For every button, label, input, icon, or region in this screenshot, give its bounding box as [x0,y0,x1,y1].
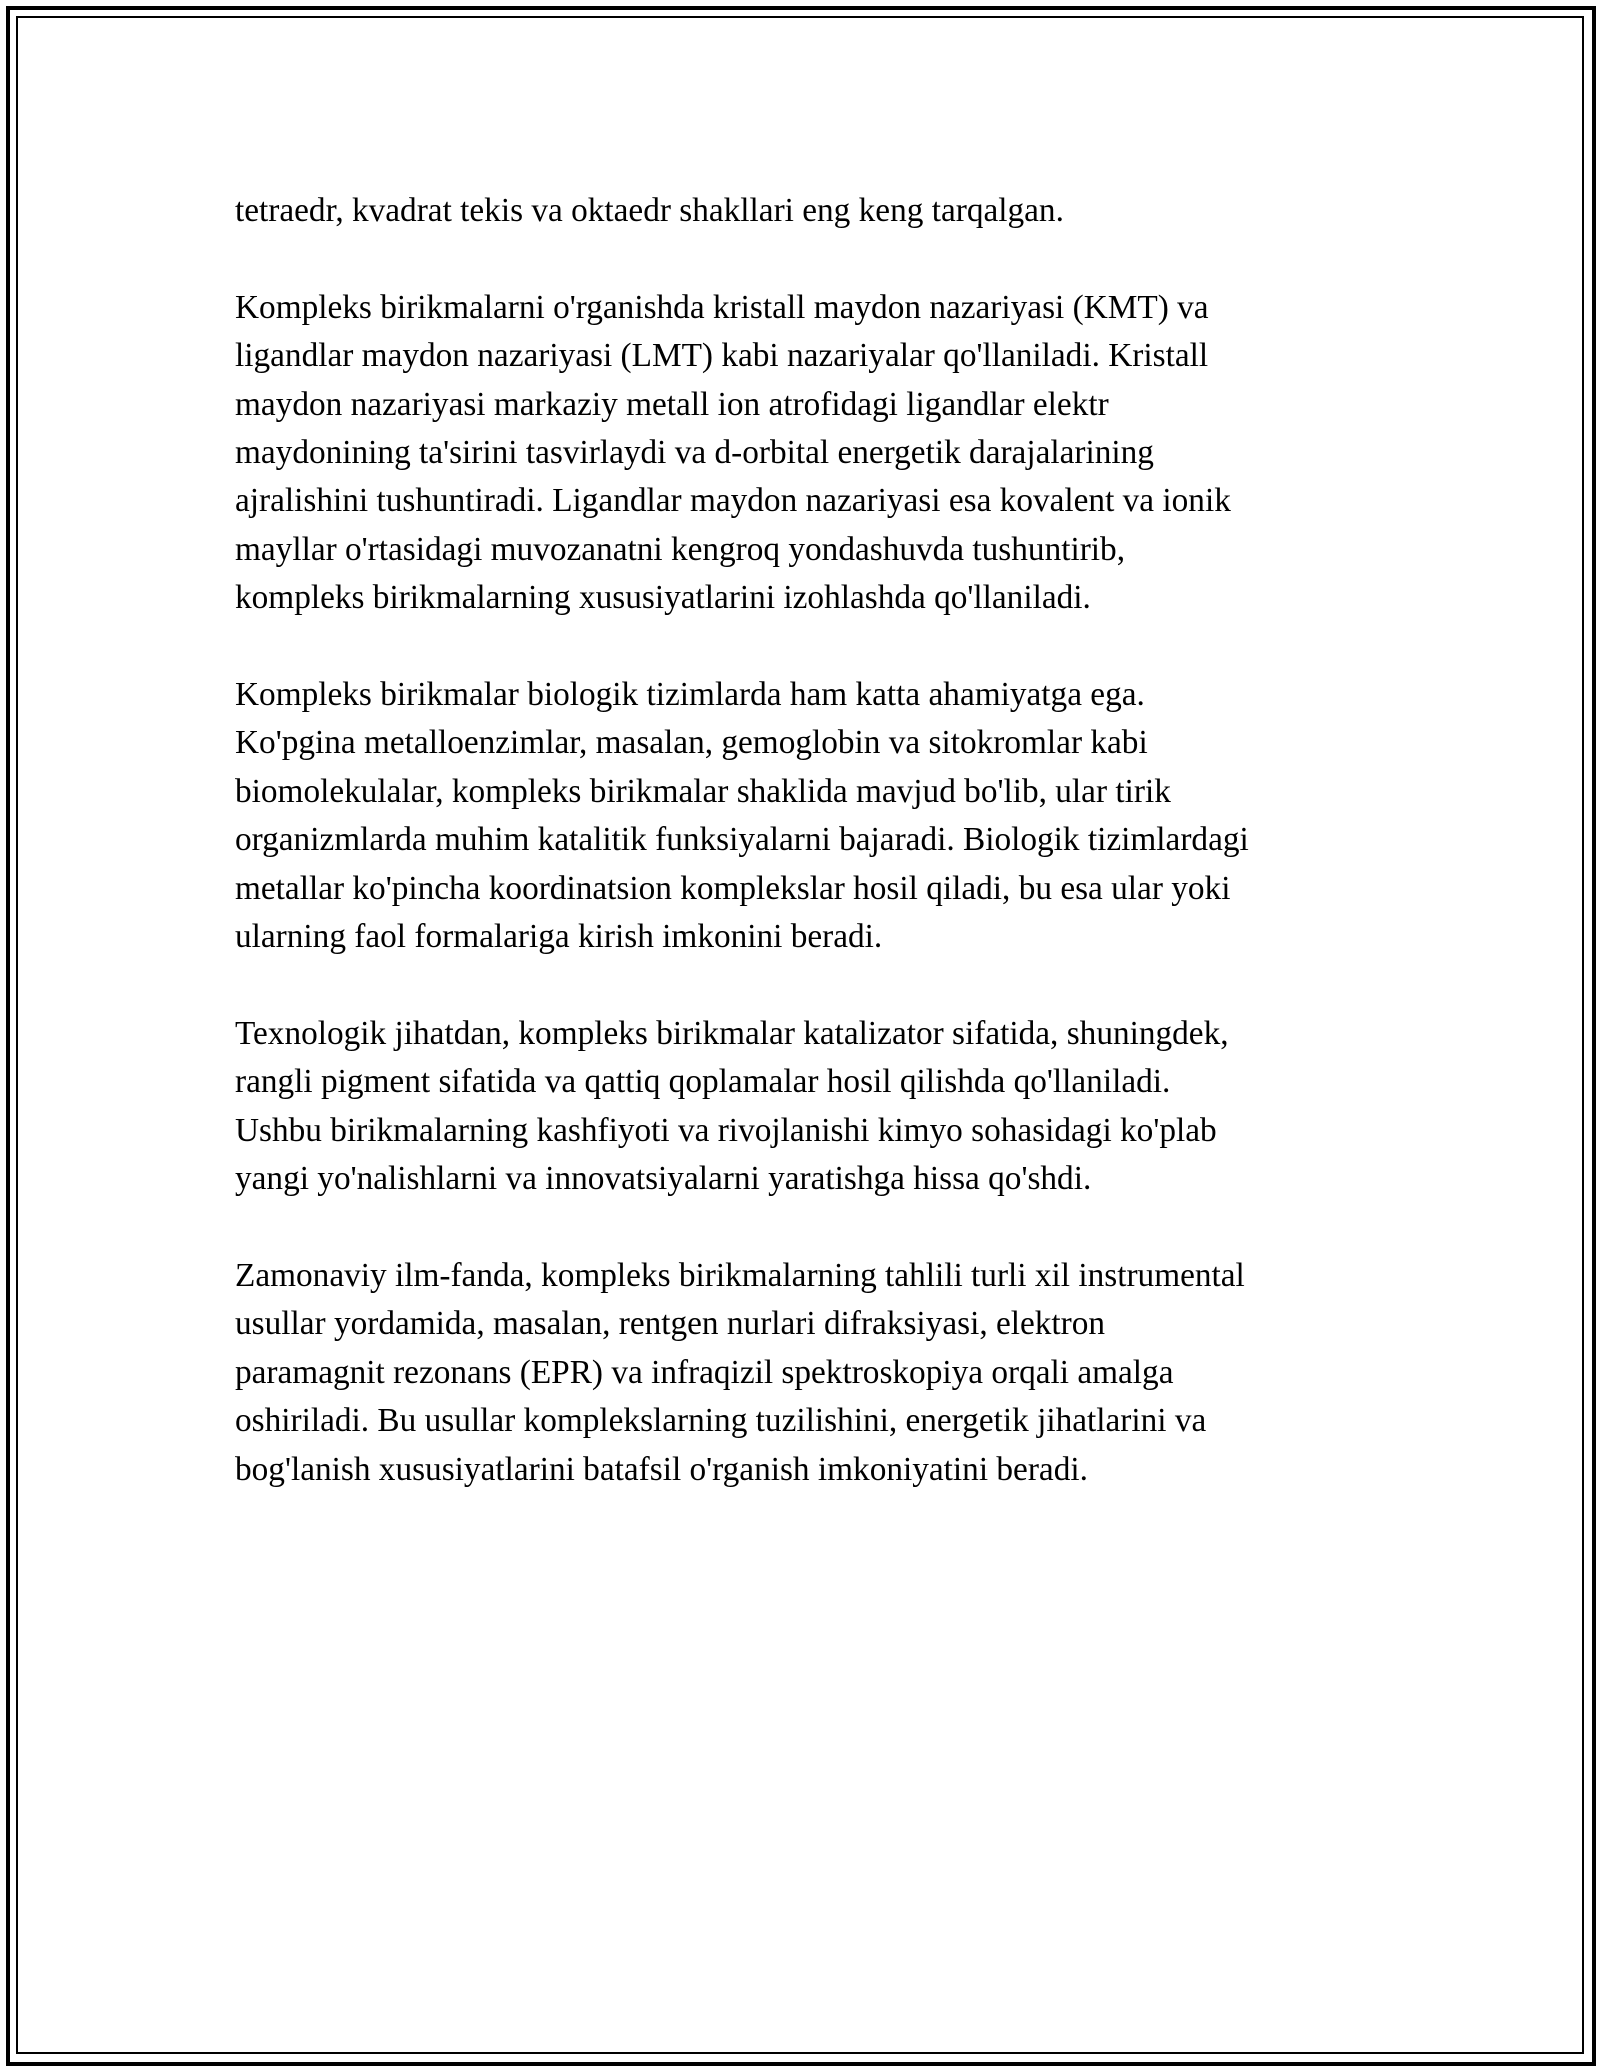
text-line: mayllar o'rtasidagi muvozanatni kengroq yondashuvda tushuntirib, [235,530,1126,568]
text-line: Texnologik jihatdan, kompleks birikmalar katalizator sifatida, shuningdek, [235,1014,1229,1052]
text-line: ajralishini tushuntiradi. Ligandlar maydon nazariyasi esa kovalent va ionik [235,482,1231,520]
text-line: biomolekulalar, kompleks birikmalar shaklida mavjud bo'lib, ular tirik [235,772,1171,810]
paragraph-biological-systems [235,671,1365,961]
text-line: yangi yo'nalishlarni va innovatsiyalarni yaratishga hissa qo'shdi. [235,1160,1092,1198]
text-line: ligandlar maydon nazariyasi (LMT) kabi nazariyalar qo'llaniladi. Kristall [235,337,1209,375]
document-body [235,187,1365,1542]
paragraph-modern-analysis [235,1252,1365,1494]
text-line: metallar ko'pincha koordinatsion komplekslar hosil qiladi, bu esa ular yoki [235,869,1231,907]
paragraph-technological-uses [235,1010,1365,1204]
text-line: Zamonaviy ilm-fanda, kompleks birikmalarning tahlili turli xil instrumental [235,1256,1245,1294]
text-line: tetraedr, kvadrat tekis va oktaedr shakllari eng keng tarqalgan. [235,192,1064,229]
text-line: kompleks birikmalarning xususiyatlarini izohlashda qo'llaniladi. [235,579,1091,617]
text-line: maydon nazariyasi markaziy metall ion atrofidagi ligandlar elektr [235,385,1109,423]
text-line: ularning faol formalariga kirish imkonini beradi. [235,918,883,956]
text-line: Kompleks birikmalar biologik tizimlarda ham katta ahamiyatga ega. [235,676,1145,714]
paragraph-tetraedr [235,187,1365,235]
text-line: usullar yordamida, masalan, rentgen nurlari difraksiyasi, elektron [235,1305,1106,1343]
text-line: Ko'pgina metalloenzimlar, masalan, gemoglobin va sitokromlar kabi [235,724,1148,762]
text-line: rangli pigment sifatida va qattiq qoplamalar hosil qilishda qo'llaniladi. [235,1063,1171,1101]
text-line: organizmlarda muhim katalitik funksiyalarni bajaradi. Biologik tizimlardagi [235,821,1249,859]
text-line: Ushbu birikmalarning kashfiyoti va rivojlanishi kimyo sohasidagi ko'plab [235,1111,1217,1149]
text-line: bog'lanish xususiyatlarini batafsil o'rganish imkoniyatini beradi. [235,1450,1088,1488]
text-line: Kompleks birikmalarni o'rganishda kristall maydon nazariyasi (KMT) va [235,288,1209,326]
text-line: maydonining ta'sirini tasvirlaydi va d-orbital energetik darajalarining [235,434,1154,472]
paragraph-kmt-lmt-theories [235,284,1365,623]
text-line: paramagnit rezonans (EPR) va infraqizil spektroskopiya orqali amalga [235,1353,1174,1391]
text-line: oshiriladi. Bu usullar komplekslarning tuzilishini, energetik jihatlarini va [235,1402,1207,1440]
